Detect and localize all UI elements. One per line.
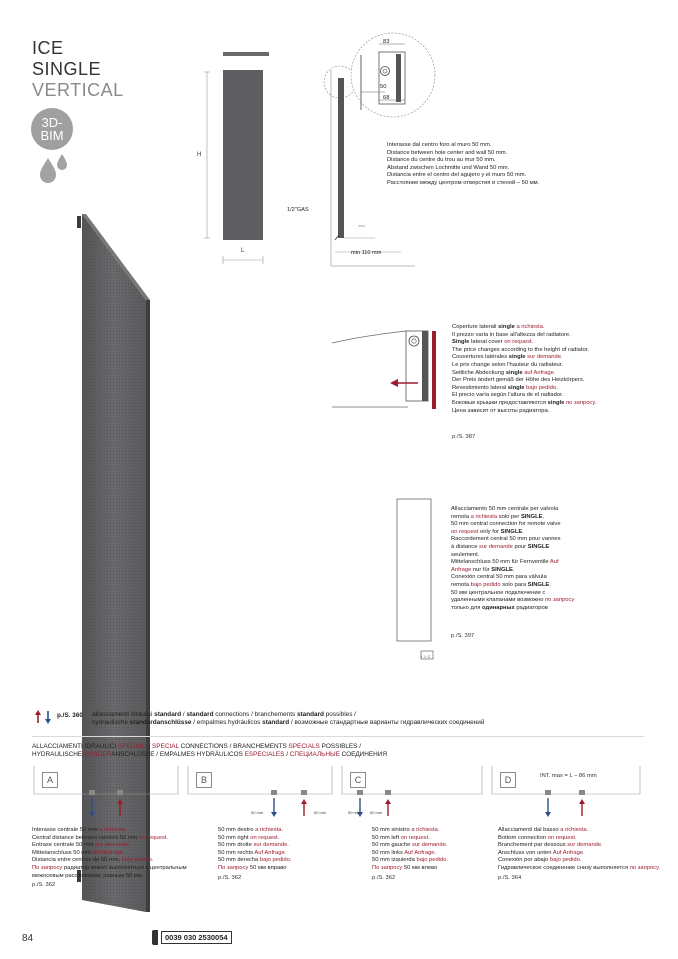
special-text-run: ANSCHLÜSSE / EMPALMES HYDRÁULICOS bbox=[111, 751, 245, 758]
text-run: sur demande. bbox=[411, 842, 448, 849]
option-note: INT. max = L – 86 mm bbox=[540, 773, 597, 779]
special-text-run: СПЕЦИАЛЬНЫЕ bbox=[289, 751, 340, 758]
text-run: только для bbox=[451, 604, 483, 611]
central-connection-line bbox=[451, 529, 574, 537]
text-run: 50 mm central connection for remote valve bbox=[451, 521, 561, 528]
text-run: Distancia entre centros de 50 mm, bbox=[32, 857, 122, 864]
special-text-run: SPECIALI bbox=[117, 743, 147, 750]
text-run: SINGLE bbox=[500, 528, 523, 535]
text-run: по запросу. bbox=[564, 399, 597, 406]
text-run: sur demande. bbox=[525, 354, 563, 361]
dimension-l-label: L bbox=[241, 248, 245, 254]
wall-distance-line: Abstand zwischen Lochmitte und Wand 50 mm. bbox=[387, 164, 510, 171]
central-connection-line bbox=[451, 582, 574, 590]
text-run: Bottom connection bbox=[498, 834, 548, 841]
central-connection-line bbox=[451, 590, 574, 598]
side-cover-line bbox=[452, 362, 596, 370]
option-diagram-a bbox=[32, 764, 182, 824]
text-run: Coperture laterali bbox=[452, 324, 499, 330]
option-text-line bbox=[32, 865, 187, 873]
standard-arrows-icon bbox=[33, 709, 55, 725]
dimension-h-label: H bbox=[197, 152, 202, 158]
standard-line-2 bbox=[92, 719, 484, 727]
text-run: . bbox=[512, 566, 515, 573]
side-cover-line bbox=[452, 370, 596, 378]
central-connection-line bbox=[451, 536, 574, 544]
text-run: SINGLE bbox=[527, 581, 550, 588]
option-text-d bbox=[498, 827, 660, 873]
bim-badge[interactable] bbox=[31, 108, 73, 150]
wall-distance-line: Расстояние между центром отверстия и стеной – 50 мм. bbox=[387, 179, 540, 186]
text-run: single bbox=[547, 399, 565, 406]
special-text-run: SPECIALS bbox=[288, 743, 320, 750]
text-run: sur demande. bbox=[253, 842, 289, 849]
side-cover-line bbox=[452, 339, 596, 347]
option-dimension-label: 50 min bbox=[314, 810, 327, 815]
special-text-run: ESPECIALES bbox=[244, 751, 285, 758]
standard-ref[interactable]: p./S. 360 bbox=[57, 712, 83, 719]
text-run: Conexión central 50 mm para válvula bbox=[451, 574, 547, 581]
text-run: Single bbox=[452, 339, 470, 346]
text-run: SINGLE bbox=[527, 543, 550, 550]
option-text-line bbox=[372, 857, 448, 865]
special-text-run: ALLACCIAMENTI IDRAULICI bbox=[32, 743, 118, 750]
text-run: on request. bbox=[547, 834, 577, 841]
option-ref-c: p./S. 362 bbox=[372, 874, 396, 881]
text-run: 50 mm rechts bbox=[218, 849, 255, 856]
text-run: remota bbox=[451, 513, 471, 520]
text-run: a richiesta bbox=[470, 513, 498, 520]
text-run: a richiesta. bbox=[99, 827, 128, 833]
side-cover-line bbox=[452, 408, 596, 416]
option-letter-b: B bbox=[196, 772, 212, 788]
option-text-line bbox=[498, 842, 660, 850]
side-cover-line bbox=[452, 354, 596, 362]
central-connection-line bbox=[451, 605, 574, 613]
option-text-line bbox=[372, 827, 448, 835]
side-cover-line bbox=[452, 400, 596, 408]
option-text-line bbox=[218, 850, 291, 858]
text-run: single bbox=[507, 384, 525, 391]
option-text-line bbox=[498, 857, 660, 865]
option-text-line bbox=[32, 842, 187, 850]
text-run: single bbox=[498, 324, 515, 330]
side-cover-line bbox=[452, 324, 596, 332]
text-run: Боковые крышки предоставляются bbox=[452, 399, 548, 406]
text-run: Conexión por abajo bbox=[498, 857, 550, 864]
text-run: По запросу bbox=[372, 864, 403, 871]
option-text-line bbox=[218, 835, 291, 843]
option-text-line bbox=[32, 857, 187, 865]
text-run: 50 мм вправо bbox=[248, 864, 287, 871]
text-run: bajo pedido. bbox=[524, 384, 558, 391]
special-text-run: СОЕДИНЕНИЯ bbox=[339, 751, 387, 758]
text-run: nur für bbox=[471, 566, 492, 573]
text-run: 50 mm gauche bbox=[372, 842, 412, 849]
text-run: Anschluss von unten bbox=[498, 849, 553, 856]
text-run: sur demande. bbox=[95, 842, 131, 849]
text-run: lateral cover bbox=[469, 339, 505, 346]
title-line-2: SINGLE bbox=[32, 59, 102, 79]
text-run: a richiesta. bbox=[514, 324, 545, 330]
option-letter-c: C bbox=[350, 772, 366, 788]
text-run: on request. bbox=[400, 834, 430, 841]
phone-contact[interactable] bbox=[152, 930, 232, 945]
text-run: . bbox=[549, 581, 551, 588]
text-run: 50 mm droite bbox=[218, 842, 254, 849]
wall-distance-line: Distance du centre du trou au mur 50 mm. bbox=[387, 157, 496, 164]
text-run: Mittelanschluss 50 mm für Fernventile bbox=[451, 559, 550, 566]
option-text-line bbox=[218, 827, 291, 835]
text-run: on request. bbox=[504, 339, 534, 346]
side-cover-text bbox=[452, 324, 596, 415]
option-text-line bbox=[218, 857, 291, 865]
bim-badge-line2: BIM bbox=[40, 128, 64, 143]
side-cover-line bbox=[452, 377, 596, 385]
text-run: bajo pedido. bbox=[416, 857, 449, 864]
text-run: Гидравлическое соединение снизу выполняется bbox=[498, 864, 630, 871]
central-connection-ref: p./S. 397 bbox=[451, 633, 475, 639]
option-text-line bbox=[372, 865, 448, 873]
standard-text-run: allacciamenti idraulici bbox=[92, 711, 155, 718]
text-run: a richiesta. bbox=[255, 827, 284, 833]
central-connection-line bbox=[451, 597, 574, 605]
text-run: 50 mm destro bbox=[218, 827, 256, 833]
text-run: bajo pedido. bbox=[121, 857, 154, 864]
text-run: solo per bbox=[497, 513, 521, 520]
text-run: 50 mm sinistro bbox=[372, 827, 412, 833]
text-run: 50 mm left bbox=[372, 834, 401, 841]
option-text-line bbox=[498, 850, 660, 858]
central-connection-box-label: I ⊃ C bbox=[421, 654, 431, 659]
bim-badge-line1: 3D- bbox=[41, 115, 63, 130]
standard-text-run: standard bbox=[154, 711, 182, 718]
text-run: Interasse centrale 50 mm bbox=[32, 827, 100, 833]
page-number: 84 bbox=[22, 933, 34, 944]
phone-number[interactable]: 0039 030 2530054 bbox=[161, 931, 232, 944]
central-connection-text bbox=[451, 506, 574, 612]
option-letter-d: D bbox=[500, 772, 516, 788]
text-run: 50 mm izquierda bbox=[372, 857, 417, 864]
side-cover-drawing bbox=[328, 325, 443, 415]
option-diagram-b bbox=[186, 764, 336, 824]
text-run: à distance bbox=[451, 543, 480, 550]
text-run: Mittelanschluss 50 mm bbox=[32, 849, 93, 856]
dimension-68: 68 bbox=[383, 95, 390, 101]
text-run: a richiesta. bbox=[411, 827, 440, 833]
text-run: Raccordement central 50 mm pour vannes bbox=[451, 536, 561, 543]
wall-distance-line: Distance between hole center and wall 50 mm. bbox=[387, 149, 508, 156]
text-run: Der Preis ändert gemäß der Höhe des Heizkörpers. bbox=[452, 377, 585, 384]
text-run: Auf Anfrage. bbox=[92, 849, 125, 856]
wall-distance-text bbox=[387, 142, 539, 188]
standard-text-run: possibles / bbox=[323, 711, 356, 718]
text-run: 50 mm derecha bbox=[218, 857, 260, 864]
side-cover-line bbox=[452, 385, 596, 393]
option-diagram-c bbox=[340, 764, 486, 824]
wall-distance-line: Interasse dal centro foro al muro 50 mm. bbox=[387, 142, 492, 148]
text-run: По запросу bbox=[32, 864, 63, 871]
text-run: sur demande. bbox=[567, 842, 603, 849]
central-connection-line bbox=[451, 552, 574, 560]
option-text-line bbox=[32, 873, 187, 881]
text-run: single bbox=[508, 354, 526, 361]
front-elevation-drawing bbox=[195, 48, 275, 268]
text-run: Auf bbox=[549, 559, 559, 566]
text-run: удаленными клапанами возможно bbox=[451, 597, 546, 604]
standard-text-run: standard bbox=[186, 711, 214, 718]
text-run: sur demande bbox=[479, 543, 513, 550]
text-run: Auf Anfrage. bbox=[552, 849, 585, 856]
text-run: Le prix change selon l'hauteur du radiateur. bbox=[452, 361, 564, 368]
central-connection-line bbox=[451, 514, 574, 522]
option-text-line bbox=[32, 850, 187, 858]
text-run: По запросу bbox=[218, 864, 249, 871]
text-run: pour bbox=[512, 543, 528, 550]
gas-label: 1/2"GAS bbox=[287, 207, 309, 213]
title-line-3: VERTICAL bbox=[32, 80, 124, 100]
option-ref-d: p./S. 364 bbox=[498, 874, 522, 881]
standard-text-run: standard bbox=[296, 711, 324, 718]
special-text-run: / bbox=[146, 743, 153, 750]
text-run: El precio varía según l'altura de el radiador. bbox=[452, 392, 564, 399]
text-run: only for bbox=[478, 528, 501, 535]
title-line-1: ICE bbox=[32, 38, 64, 58]
wall-distance-line: Distancia entre el centro del agujero y el muro 50 mm. bbox=[387, 172, 527, 179]
text-run: межосевым расстоянием, равным 50 мм. bbox=[32, 872, 144, 879]
standard-text-run: standard bbox=[262, 719, 290, 726]
text-run: auf Anfrage. bbox=[522, 369, 556, 376]
option-dimension-label: 50 min bbox=[348, 810, 361, 815]
special-text-run: POSSIBLES / bbox=[319, 743, 361, 750]
text-run: on request bbox=[451, 528, 479, 535]
standard-text-run: / empalmes hydráulicos bbox=[191, 719, 263, 726]
text-run: The price changes according to the height of radiator. bbox=[452, 346, 589, 353]
text-run: on request. bbox=[138, 834, 168, 841]
text-run: Allacciamento 50 mm centrale per valvola bbox=[451, 506, 559, 512]
text-run: Il prezzo varia in base all'altezza del radiatore. bbox=[452, 331, 571, 338]
special-text-run: CONNECTIONS / BRANCHEMENTS bbox=[178, 743, 289, 750]
special-text-run: SPECIAL bbox=[152, 743, 179, 750]
special-text-run: HYDRAULISCHE bbox=[32, 751, 84, 758]
text-run: Branchement par dessous bbox=[498, 842, 568, 849]
text-run: 50 мм влево bbox=[402, 864, 438, 871]
min-distance-label: min 110 mm bbox=[351, 250, 382, 256]
special-text-run: SONDER bbox=[83, 751, 112, 758]
text-run: по запросу. bbox=[629, 864, 661, 871]
dimension-50: 50 bbox=[380, 84, 387, 90]
option-text-b bbox=[218, 827, 291, 873]
central-connection-line bbox=[451, 521, 574, 529]
dimension-83: 83 bbox=[383, 39, 390, 45]
option-text-line bbox=[218, 842, 291, 850]
special-line-2 bbox=[32, 751, 387, 759]
central-connection-line bbox=[451, 567, 574, 575]
option-text-c bbox=[372, 827, 448, 873]
central-connection-line bbox=[451, 506, 574, 514]
text-run: 50 mm links bbox=[372, 849, 405, 856]
standard-text-run: / возможные стандартные варианты гидравлических соединений bbox=[289, 719, 485, 726]
special-line-1 bbox=[32, 743, 361, 751]
option-text-line bbox=[32, 835, 187, 843]
text-run: . bbox=[542, 513, 545, 520]
text-run: Revestimiento lateral bbox=[452, 384, 508, 391]
central-connection-line bbox=[451, 544, 574, 552]
option-text-line bbox=[372, 850, 448, 858]
option-ref-b: p./S. 362 bbox=[218, 874, 242, 881]
water-drops-icon bbox=[38, 152, 70, 186]
text-run: Anfrage bbox=[451, 566, 472, 573]
option-text-line bbox=[372, 842, 448, 850]
text-run: 50 мм центральное подключение с bbox=[451, 589, 546, 596]
standard-text-run: hydraulische bbox=[92, 719, 130, 726]
text-run: Auf Anfrage. bbox=[404, 849, 437, 856]
side-cover-ref: p./S. 387 bbox=[452, 434, 476, 440]
text-run: Цена зависит от высоты радиатора. bbox=[452, 407, 550, 414]
text-run: single bbox=[505, 369, 523, 376]
text-run: 50 mm right bbox=[218, 834, 251, 841]
special-text-run: / bbox=[284, 751, 290, 758]
option-text-line bbox=[498, 835, 660, 843]
standard-text-run: / bbox=[181, 711, 187, 718]
standard-line-1 bbox=[92, 711, 356, 719]
text-run: Central distance between centers 50 mm bbox=[32, 834, 139, 841]
side-cover-line bbox=[452, 347, 596, 355]
central-connection-drawing bbox=[395, 495, 440, 670]
text-run: SINGLE bbox=[491, 566, 513, 573]
option-ref-a: p./S. 362 bbox=[32, 882, 56, 889]
text-run: радиаторов bbox=[514, 604, 548, 611]
text-run: bajo pedido. bbox=[259, 857, 292, 864]
side-cover-line bbox=[452, 332, 596, 340]
option-dimension-label: 50 mm bbox=[370, 810, 383, 815]
option-text-line bbox=[372, 835, 448, 843]
phone-icon bbox=[152, 930, 158, 945]
option-text-line bbox=[498, 827, 660, 835]
option-text-line bbox=[32, 827, 187, 835]
text-run: seulement. bbox=[451, 551, 480, 558]
text-run: Couvertures latérales bbox=[452, 354, 509, 361]
central-connection-line bbox=[451, 574, 574, 582]
option-dimension-label: 50 mm bbox=[251, 810, 264, 815]
text-run: a richiesta. bbox=[560, 827, 589, 833]
text-run: Seitliche Abdeckung bbox=[452, 369, 506, 376]
text-run: Auf Anfrage. bbox=[254, 849, 287, 856]
standard-text-run: connections / branchements bbox=[213, 711, 297, 718]
text-run: Entraxe centrale 50 mm bbox=[32, 842, 96, 849]
text-run: одинарных bbox=[482, 604, 515, 611]
text-run: радиатор может выполняться с центральным bbox=[62, 864, 187, 871]
text-run: remota bbox=[451, 581, 471, 588]
central-connection-line bbox=[451, 559, 574, 567]
option-text-a bbox=[32, 827, 187, 880]
text-run: по запросу bbox=[545, 597, 575, 604]
option-text-line bbox=[498, 865, 660, 873]
section-divider bbox=[32, 736, 644, 737]
text-run: solo para bbox=[500, 581, 528, 588]
option-text-line bbox=[218, 865, 291, 873]
option-letter-a: A bbox=[42, 772, 58, 788]
text-run: on request. bbox=[250, 834, 280, 841]
text-run: bajo pedido. bbox=[549, 857, 582, 864]
standard-text-run: standardanschlüsse bbox=[129, 719, 192, 726]
text-run: Allacciamenti dal basso bbox=[498, 827, 561, 833]
text-run: . bbox=[522, 528, 524, 535]
text-run: SINGLE bbox=[520, 513, 543, 520]
side-cover-line bbox=[452, 392, 596, 400]
text-run: bajo pedido bbox=[470, 581, 501, 588]
